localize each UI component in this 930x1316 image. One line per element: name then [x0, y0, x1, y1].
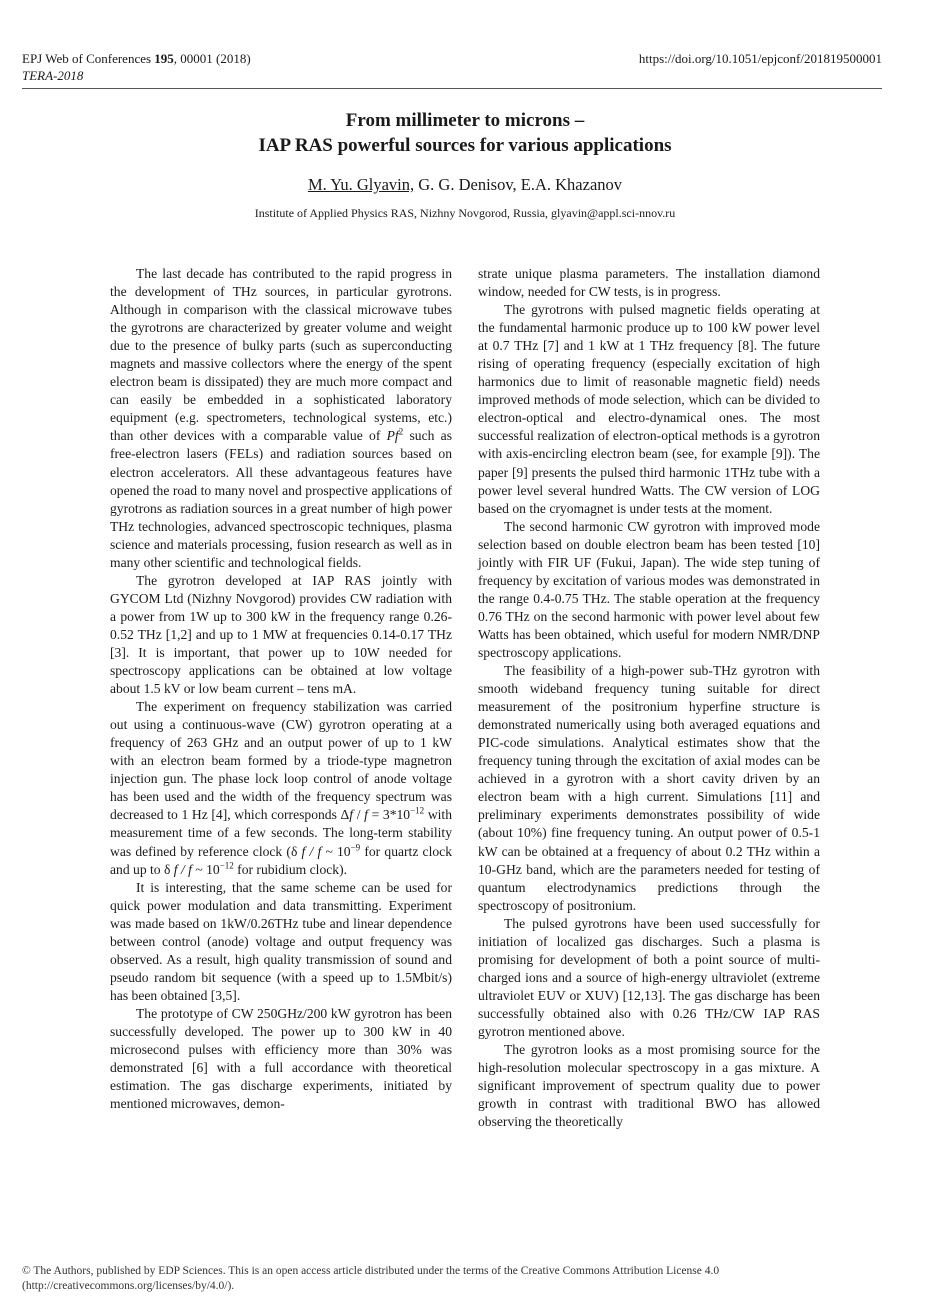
text-run: for quartz clock and up to δ	[110, 843, 452, 877]
text-run: The experiment on frequency stabilization was carried out using a continuous-wave (CW) gyrotron operating at a frequency of 263 GHz and an output power of up to 1 kW with an electron beam formed by a triode-type magnetron injection gun. The phase lock loop control of anode voltage has been used and the width of the frequency spectrum was decreased to 1 Hz [4], which corresponds Δ	[110, 699, 452, 823]
license-text: © The Authors, published by EDP Sciences. This is an open access article distributed under the terms of the Creative Commons Attribution License 4.0	[22, 1265, 720, 1277]
paragraph: The pulsed gyrotrons have been used successfully for initiation of localized gas discharges. Such a plasma is promising for development of both a point source of multi-charged ions and a source of high-energy ultraviolet (extreme ultraviolet EUV or XUV) [12,13]. The gas discharge has been successfully obtained also with 0.26 THz/CW IAP RAS gyrotron mentioned above.	[478, 915, 820, 1039]
math-symbol: Pf	[386, 428, 399, 444]
conference-name: TERA-2018	[22, 68, 84, 83]
text-run: = 3*10	[367, 807, 411, 823]
superscript: −9	[350, 841, 361, 852]
math-symbol: f	[349, 807, 354, 823]
text-run: ~ 10	[321, 843, 351, 859]
paragraph: The gyrotron looks as a most promising source for the high-resolution molecular spectroscopy in a gas mixture. A significant improvement of spectrum quality due to power growth in contrast with traditional BWO has allowed observing the theoretically	[478, 1042, 820, 1130]
journal-name: EPJ Web of Conferences	[22, 51, 155, 66]
text-run: The last decade has contributed to the rapid progress in the development of THz sources, in particular gyrotrons. Although in comparison with the classical microwave tubes the gyrotrons are characterized by greater volume and weight due to the presence of bulky parts (such as superconducting magnets and massive collectors where the energy of the spent electron beam is dissipated) they are much more compact and can easily be embedded in a sophisticated laboratory equipment (e.g. spectrometers, technological systems, etc.) than other devices with a comparable value of	[110, 266, 452, 444]
paragraph: The gyrotrons with pulsed magnetic fields operating at the fundamental harmonic produce up to 100 kW power level at 0.7 THz [7] and 1 kW at 1 THz frequency [8]. The future rising of operating frequency (especially excitation of high harmonics due to limit of reasonable magnetic field) needs improved methods of mode selection, which can be divided to electron-optical and electro-dynamical ones. The most successful realization of electron-optical methods is a gyrotron with axis-encircling electron beam (see, for example [9]). The paper [9] presents the pulsed third harmonic 1THz tube with a power level several hundred Watts. The CW version of LOG based on the cryomagnet is under tests at the moment.	[478, 302, 820, 516]
math-symbol: f / f	[301, 843, 322, 859]
title-line-1: From millimeter to microns –	[345, 110, 585, 131]
paper-title	[0, 108, 930, 158]
license-url[interactable]: (http://creativecommons.org/licenses/by/4.0/).	[22, 1280, 235, 1292]
text-run: with measurement time of a few seconds. The long-term stability was defined by reference clock (δ	[110, 807, 452, 859]
math-symbol: f / f	[173, 861, 192, 877]
co-authors: G. G. Denisov, E.A. Khazanov	[414, 175, 623, 194]
paragraph: It is interesting, that the same scheme can be used for quick power modulation and data transmitting. Experiment was made based on 1kW/0.26THz tube and linear dependence between control (anode) voltage and output frequency was observed. As a result, high quality transmission of sound and pseudo random bit sequence (with a speed up to 1.5Mbit/s) has been obtained [3,5].	[110, 879, 452, 1003]
superscript: −12	[219, 860, 234, 871]
affiliation: Institute of Applied Physics RAS, Nizhny Novgorod, Russia, glyavin@appl.sci-nnov.ru	[254, 206, 676, 220]
paragraph: The prototype of CW 250GHz/200 kW gyrotron has been successfully developed. The power up to 300 kW in 40 microsecond pulses with efficiency more than 30% was demonstrated [6] with a full accordance with theoretical estimation. The gas discharge experiments, initiated by mentioned microwaves, demon-	[110, 1005, 452, 1112]
text-run: such as free-electron lasers (FELs) and radiation sources based on electron accelerators. All these advantageous features have opened the road to many novel and prospective applications of gyrotrons as radiation sources in a great number of high power THz technologies, advanced spectroscopic techniques, plasma science and materials processing, fusion research as well as in many other scientific and technological fields.	[110, 428, 452, 570]
license-footer	[22, 1264, 882, 1294]
paragraph: The feasibility of a high-power sub-THz gyrotron with smooth wideband frequency tuning suitable for direct measurement of the positronium hyperfine structure is demonstrated numerically using both averaged equations and PIC-code simulations. Analytical estimates show that the frequency tuning through the excitation of axial modes can be achieved in a gyrotron with a short cavity driven by an electron beam with a high current. Simulations [11] and preliminary experiments demonstrates possibility of wide (about 10%) fine frequency tuning. An output power of 0.5-1 kW can be obtained at a frequency of about 0.2 THz within a 10-GHz band, which are the parameters needed for testing of quantum electrodynamics predictions through the spectroscopy of positronium.	[478, 663, 820, 913]
paragraph	[110, 265, 452, 572]
doi-link[interactable]: https://doi.org/10.1051/epjconf/201819500001	[638, 51, 882, 66]
journal-volume: 195	[154, 51, 174, 66]
journal-citation	[22, 50, 251, 67]
text-run: /	[353, 807, 365, 823]
running-header-left	[22, 50, 251, 84]
superscript: −12	[410, 805, 425, 816]
math-symbol: f	[364, 807, 368, 823]
right-column	[478, 265, 820, 1131]
paragraph	[110, 698, 452, 878]
left-column	[110, 265, 452, 1113]
corresponding-author: M. Yu. Glyavin,	[307, 175, 415, 194]
header-divider	[22, 88, 882, 89]
paragraph: The gyrotron developed at IAP RAS jointly with GYCOM Ltd (Nizhny Novgorod) provides CW radiation with a power from 1W up to 300 kW in the frequency range 0.26-0.52 THz [1,2] and up to 1 MW at frequencies 0.14-0.17 THz [3]. It is important, that power up to 10W needed for spectroscopy applications can be obtained at low voltage about 1.5 kV or low beam current – tens mA.	[110, 572, 452, 697]
text-run: for rubidium clock).	[233, 861, 348, 877]
title-line-2: IAP RAS powerful sources for various applications	[258, 135, 672, 156]
paragraph: The second harmonic CW gyrotron with improved mode selection based on double electron beam has been tested [10] jointly with FIR UF (Fukui, Japan). The wide step tuning of frequency by excitation of various modes was demonstrated in the range 0.4-0.75 THz. The stable operation at the frequency 0.76 THz on the second harmonic with power level about few Watts has been obtained, which useful for modern NMR/DNP spectroscopy applications.	[478, 518, 820, 660]
article-number: , 00001 (2018)	[173, 51, 251, 66]
author-list	[0, 175, 930, 195]
superscript: 2	[398, 426, 404, 437]
paragraph-continuation: strate unique plasma parameters. The installation diamond window, needed for CW tests, is in progress.	[478, 266, 820, 300]
text-run: ~ 10	[191, 861, 220, 877]
